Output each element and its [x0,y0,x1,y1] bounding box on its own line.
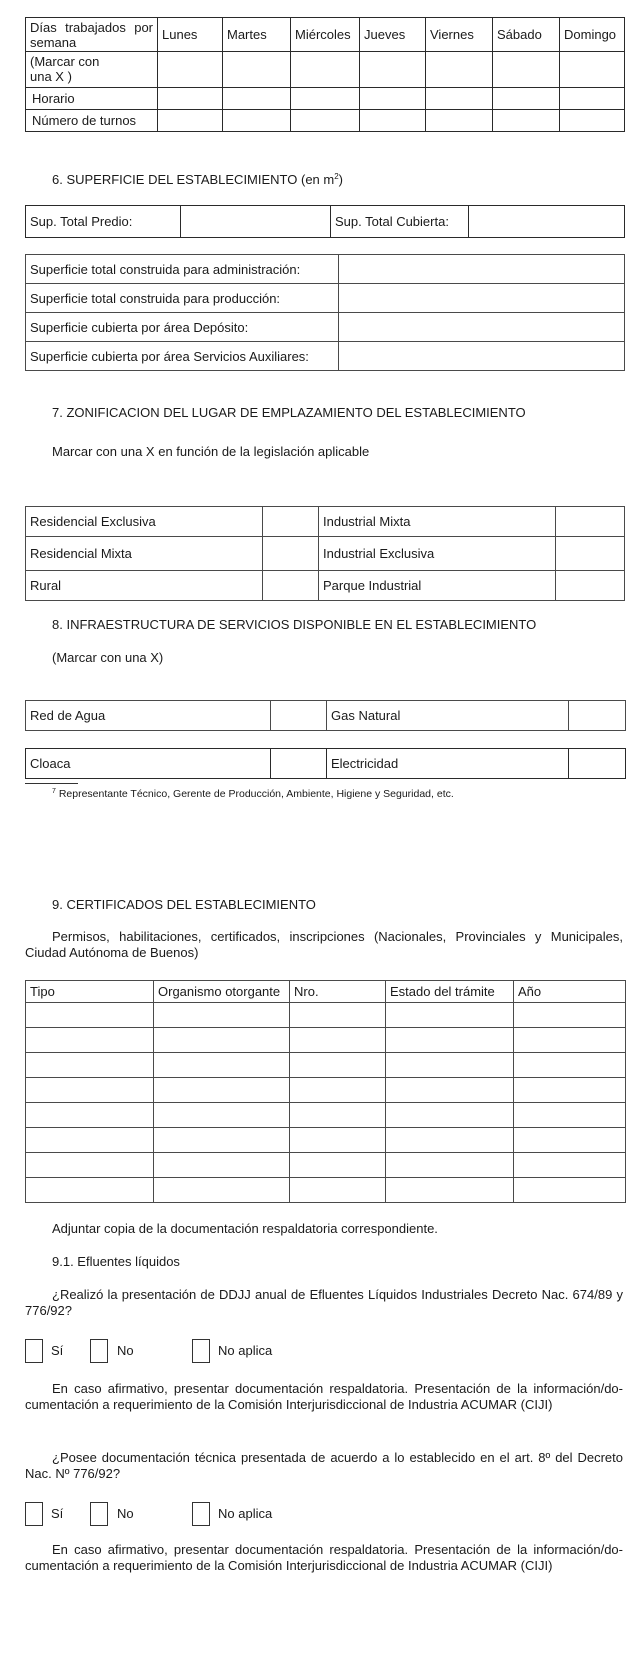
horario-cell[interactable] [223,88,291,110]
option-label-no-aplica: No aplica [218,1343,273,1358]
day-mark-cell[interactable] [493,52,560,88]
question-2-text: ¿Posee documentación técnica presentada de acuerdo a lo establecido en el art. 8º del Decreto Nac. Nº 776/92? [25,1450,623,1481]
cert-cell[interactable] [514,1153,626,1178]
turnos-cell[interactable] [560,110,625,132]
cert-cell[interactable] [386,1028,514,1053]
cert-cell[interactable] [514,1003,626,1028]
day-mark-cell[interactable] [158,52,223,88]
section9-title: 9. CERTIFICADOS DEL ESTABLECIMIENTO [52,897,316,912]
day-header-domingo: Domingo [560,18,625,52]
checkbox-no[interactable] [90,1502,108,1526]
zoning-mark-cell[interactable] [263,507,319,537]
day-mark-cell[interactable] [291,52,360,88]
cert-cell[interactable] [290,1028,386,1053]
cert-cell[interactable] [386,1053,514,1078]
turnos-cell[interactable] [493,110,560,132]
service-label: Electricidad [327,749,569,779]
day-header-viernes: Viernes [426,18,493,52]
certificates-table [25,980,626,1203]
cert-row [26,1028,626,1053]
option-label-no-aplica: No aplica [218,1506,273,1521]
cert-cell[interactable] [290,1003,386,1028]
cert-header-estado: Estado del trámite [386,981,514,1003]
cert-cell[interactable] [26,1153,154,1178]
schedule-table [25,17,625,132]
surface-row-input[interactable] [339,255,625,284]
row-label-turnos: Número de turnos [26,110,158,132]
zoning-table [25,506,625,601]
cert-cell[interactable] [386,1103,514,1128]
question-2-followup: En caso afirmativo, presentar documentación respaldatoria. Presentación de la información/do-cumentación a requerimiento de la Comisión Interjurisdiccional de Industria ACUMAR (CIJI) [25,1542,623,1573]
horario-cell[interactable] [426,88,493,110]
day-header-miercoles: Miércoles [291,18,360,52]
cert-row [26,1128,626,1153]
day-header-jueves: Jueves [360,18,426,52]
turnos-cell[interactable] [426,110,493,132]
turnos-cell[interactable] [223,110,291,132]
cert-cell[interactable] [26,1003,154,1028]
cert-header-organismo: Organismo otorgante [154,981,290,1003]
cert-cell[interactable] [514,1028,626,1053]
section9-description: Permisos, habilitaciones, certificados, inscripciones (Nacionales, Provinciales y Municipales, Ciudad Autónoma de Buenos) [25,929,623,960]
surface-row-input[interactable] [339,284,625,313]
zoning-mark-cell[interactable] [263,537,319,571]
day-header-lunes: Lunes [158,18,223,52]
cert-cell[interactable] [290,1053,386,1078]
cert-cell[interactable] [154,1003,290,1028]
cert-cell[interactable] [154,1028,290,1053]
cubierta-label: Sup. Total Cubierta: [331,206,469,238]
horario-cell[interactable] [493,88,560,110]
predio-input[interactable] [181,206,331,238]
horario-cell[interactable] [360,88,426,110]
turnos-cell[interactable] [360,110,426,132]
checkbox-si[interactable] [25,1339,43,1363]
cert-row [26,1153,626,1178]
turnos-cell[interactable] [291,110,360,132]
question-1-text: ¿Realizó la presentación de DDJJ anual de Efluentes Líquidos Industriales Decreto Nac. 674/89 y 776/92? [25,1287,623,1318]
attach-note: Adjuntar copia de la documentación respaldatoria correspondiente. [52,1221,438,1236]
footnote: $^7$ Representante Técnico, Gerente de Producción, Ambiente, Higiene y Seguridad, etc. [52,788,454,800]
cert-header-anio: Año [514,981,626,1003]
cert-cell[interactable] [26,1103,154,1128]
cert-cell[interactable] [514,1053,626,1078]
cert-cell[interactable] [154,1128,290,1153]
cert-cell[interactable] [386,1128,514,1153]
cert-cell[interactable] [386,1003,514,1028]
subsection-title: 9.1. Efluentes líquidos [52,1254,180,1269]
surface-row-label: Superficie total construida para producción: [26,284,339,313]
cert-row [26,1178,626,1203]
service-label: Cloaca [26,749,271,779]
zoning-mark-cell[interactable] [556,571,625,601]
day-header-sabado: Sábado [493,18,560,52]
question-2-options [25,1502,325,1526]
question-1-followup: En caso afirmativo, presentar documentación respaldatoria. Presentación de la información/do-cumentación a requerimiento de la Comisión Interjurisdiccional de Industria ACUMAR (CIJI) [25,1381,623,1412]
service-mark-cell[interactable] [271,749,327,779]
cert-header-nro: Nro. [290,981,386,1003]
section8-title: 8. INFRAESTRUCTURA DE SERVICIOS DISPONIBLE EN EL ESTABLECIMIENTO [52,617,537,632]
cert-row [26,1078,626,1103]
question-1-options [25,1339,325,1363]
cert-cell[interactable] [386,1153,514,1178]
cert-cell[interactable] [290,1153,386,1178]
cert-cell[interactable] [154,1053,290,1078]
surface-row-input[interactable] [339,313,625,342]
cert-cell[interactable] [290,1078,386,1103]
cert-cell[interactable] [386,1078,514,1103]
cert-cell[interactable] [154,1078,290,1103]
predio-label: Sup. Total Predio: [26,206,181,238]
cert-cell[interactable] [386,1178,514,1203]
cert-cell[interactable] [26,1078,154,1103]
checkbox-no-aplica[interactable] [192,1339,210,1363]
option-label-si: Sí [51,1506,64,1521]
checkbox-no[interactable] [90,1339,108,1363]
day-mark-cell[interactable] [223,52,291,88]
day-header-martes: Martes [223,18,291,52]
cert-cell[interactable] [290,1128,386,1153]
cert-row [26,1003,626,1028]
horario-cell[interactable] [291,88,360,110]
cert-cell[interactable] [154,1103,290,1128]
zoning-mark-cell[interactable] [263,571,319,601]
zoning-label: Parque Industrial [319,571,556,601]
cert-cell[interactable] [290,1103,386,1128]
services-table-row1 [25,700,626,731]
zoning-mark-cell[interactable] [556,507,625,537]
cert-cell[interactable] [514,1078,626,1103]
section7-instruction: Marcar con una X en función de la legislación aplicable [52,444,370,459]
cubierta-input[interactable] [469,206,625,238]
cert-cell[interactable] [26,1053,154,1078]
cert-cell[interactable] [26,1128,154,1153]
row-header-days: Días trabajados por semana [26,18,158,52]
row-header-mark: (Marcar con una X ) [26,52,158,88]
cert-header-tipo: Tipo [26,981,154,1003]
cert-cell[interactable] [290,1178,386,1203]
row-label-horario: Horario [26,88,158,110]
day-mark-cell[interactable] [426,52,493,88]
horario-cell[interactable] [158,88,223,110]
horario-cell[interactable] [560,88,625,110]
cert-cell[interactable] [154,1153,290,1178]
option-label-no: No [117,1343,134,1358]
turnos-cell[interactable] [158,110,223,132]
zoning-label: Industrial Exclusiva [319,537,556,571]
surface-totals-table [25,205,625,238]
cert-cell[interactable] [154,1178,290,1203]
section7-title: 7. ZONIFICACION DEL LUGAR DE EMPLAZAMIENTO DEL ESTABLECIMIENTO [52,405,526,420]
zoning-label: Residencial Exclusiva [26,507,263,537]
zoning-label: Residencial Mixta [26,537,263,571]
surface-row-input[interactable] [339,342,625,371]
option-label-no: No [117,1506,134,1521]
service-mark-cell[interactable] [271,701,327,731]
service-label: Gas Natural [327,701,569,731]
zoning-mark-cell[interactable] [556,537,625,571]
option-label-si: Sí [51,1343,64,1358]
cert-cell[interactable] [514,1128,626,1153]
service-mark-cell[interactable] [569,701,626,731]
surface-row-label: Superficie total construida para administración: [26,255,339,284]
surface-row-label: Superficie cubierta por área Servicios Auxiliares: [26,342,339,371]
cert-row [26,1103,626,1128]
cert-cell[interactable] [514,1103,626,1128]
section6-title: 6. SUPERFICIE DEL ESTABLECIMIENTO (en $m^2$) [52,172,344,187]
service-label: Red de Agua [26,701,271,731]
services-table-row2 [25,748,626,779]
day-mark-cell[interactable] [560,52,625,88]
surface-row-label: Superficie cubierta por área Depósito: [26,313,339,342]
day-mark-cell[interactable] [360,52,426,88]
checkbox-no-aplica[interactable] [192,1502,210,1526]
section8-instruction: (Marcar con una X) [52,650,164,665]
service-mark-cell[interactable] [569,749,626,779]
surface-detail-table [25,254,625,371]
zoning-label: Industrial Mixta [319,507,556,537]
cert-cell[interactable] [26,1178,154,1203]
cert-row [26,1053,626,1078]
checkbox-si[interactable] [25,1502,43,1526]
zoning-label: Rural [26,571,263,601]
footnote-divider [25,783,78,784]
cert-cell[interactable] [26,1028,154,1053]
cert-cell[interactable] [514,1178,626,1203]
